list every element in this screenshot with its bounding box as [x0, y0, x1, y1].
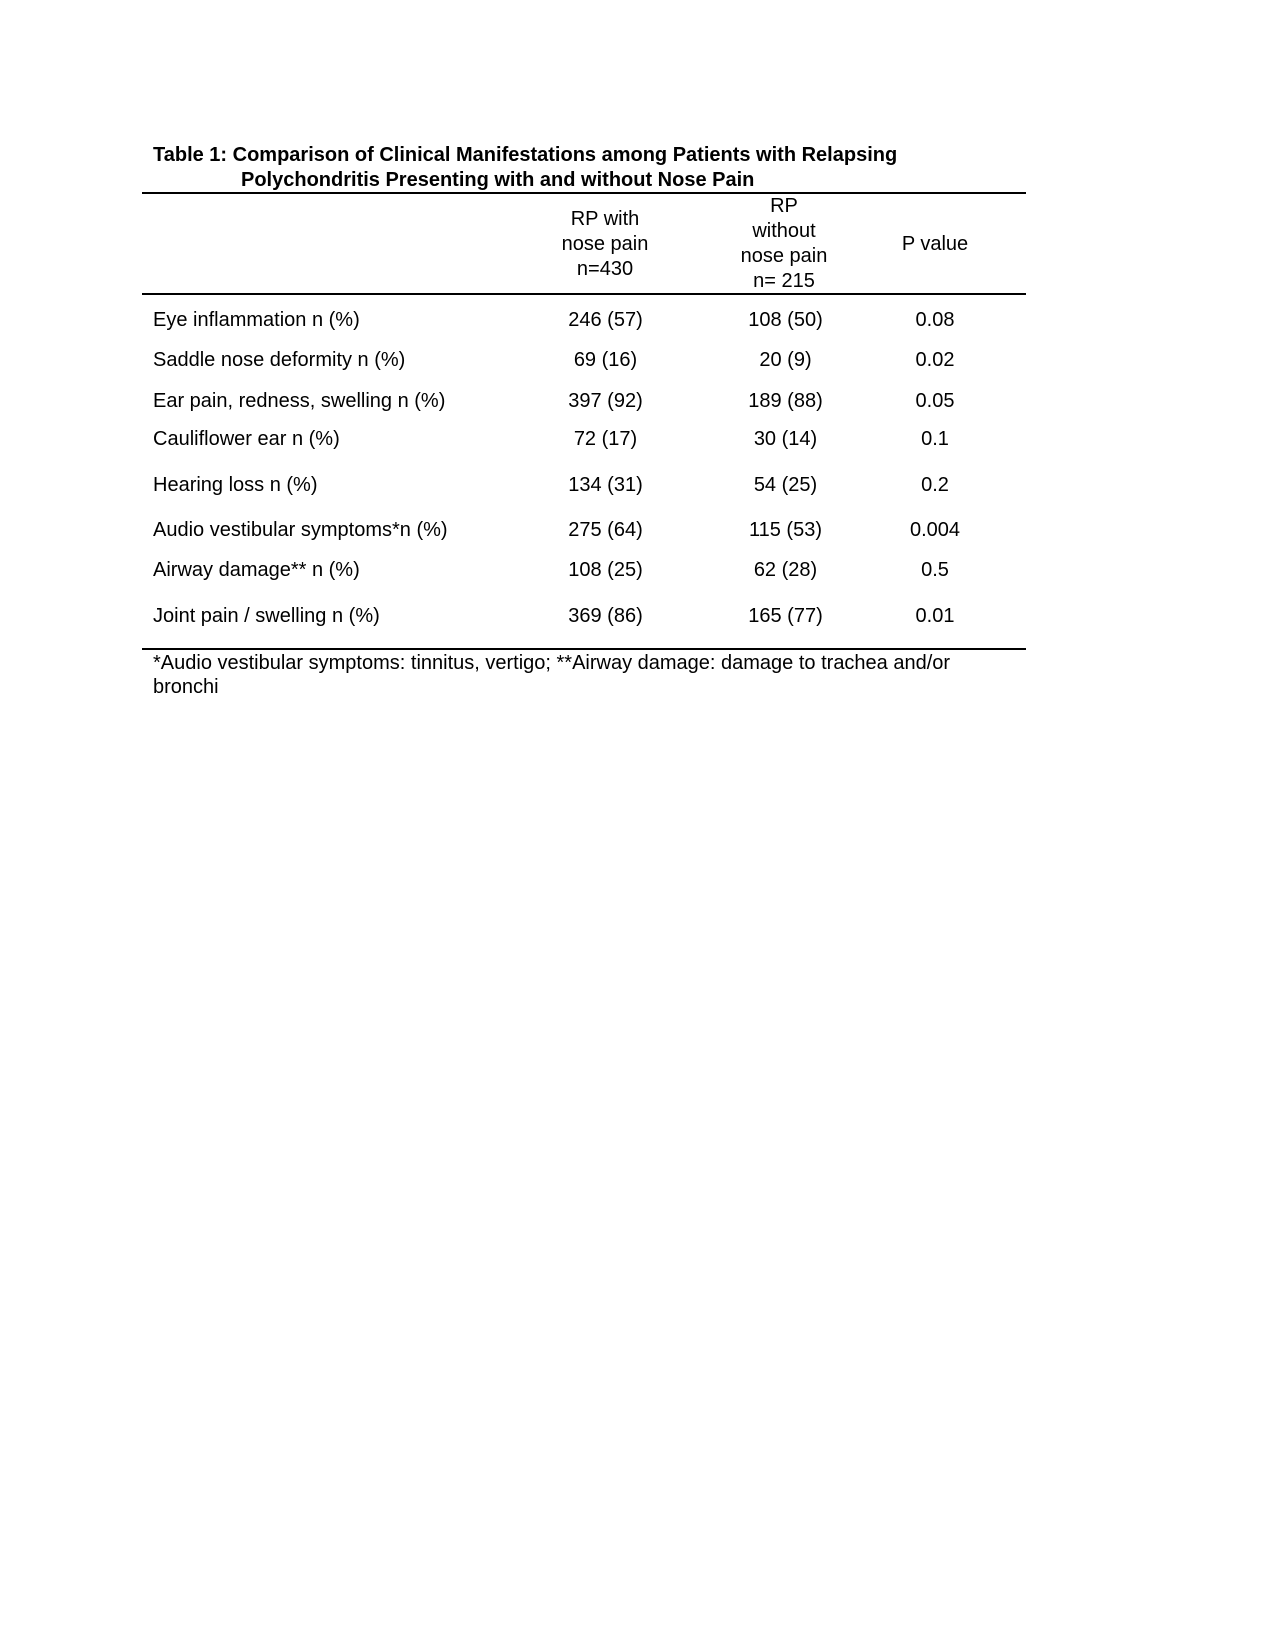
table-row [153, 305, 1023, 335]
cell-with-nose-pain: 369 (86) [568, 605, 643, 627]
cell-p-value: 0.1 [921, 428, 949, 450]
top-rule [142, 192, 1026, 194]
header-line: RP with [570, 208, 640, 230]
row-label: Cauliflower ear n (%) [153, 428, 340, 450]
cell-with-nose-pain: 397 (92) [568, 390, 643, 412]
cell-without-nose-pain: 115 (53) [748, 519, 822, 541]
table-row [153, 515, 1023, 545]
cell-without-nose-pain: 108 (50) [748, 309, 823, 331]
cell-with-nose-pain: 134 (31) [568, 474, 643, 496]
table-row [153, 555, 1023, 585]
table-row [153, 424, 1023, 454]
row-label: Audio vestibular symptoms*n (%) [153, 519, 448, 541]
header-rp-without-nose-pain [709, 194, 859, 294]
table-row [153, 601, 1023, 631]
row-label: Ear pain, redness, swelling n (%) [153, 390, 446, 412]
row-label: Saddle nose deformity n (%) [153, 349, 406, 371]
header-line: n= 215 [753, 270, 815, 292]
header-rp-with-nose-pain [530, 207, 680, 282]
row-label: Eye inflammation n (%) [153, 309, 360, 331]
cell-p-value: 0.2 [921, 474, 949, 496]
header-line: without [752, 220, 816, 242]
bottom-rule [142, 648, 1026, 650]
header-line: nose pain [561, 233, 649, 255]
cell-with-nose-pain: 69 (16) [573, 349, 638, 371]
table-row [153, 470, 1023, 500]
cell-p-value: 0.004 [909, 519, 961, 541]
header-line: nose pain [740, 245, 828, 267]
header-line: P value [901, 233, 969, 255]
cell-with-nose-pain: 275 (64) [568, 519, 643, 541]
table-title [153, 143, 897, 193]
table-title-line-2: Polychondritis Presenting with and without Nose Pain [241, 169, 755, 191]
row-label: Airway damage** n (%) [153, 559, 360, 581]
cell-without-nose-pain: 54 (25) [753, 474, 818, 496]
row-label: Joint pain / swelling n (%) [153, 605, 380, 627]
table-row [153, 386, 1023, 416]
cell-without-nose-pain: 20 (9) [759, 349, 812, 371]
table-title-line-1: Table 1: Comparison of Clinical Manifestations among Patients with Relapsing [153, 144, 898, 166]
table-row [153, 345, 1023, 375]
cell-without-nose-pain: 62 (28) [753, 559, 818, 581]
header-rule [142, 293, 1026, 295]
header-line: n=430 [576, 258, 634, 280]
cell-p-value: 0.5 [921, 559, 949, 581]
cell-p-value: 0.02 [915, 349, 955, 371]
cell-without-nose-pain: 30 (14) [753, 428, 818, 450]
cell-p-value: 0.08 [915, 309, 955, 331]
cell-with-nose-pain: 246 (57) [568, 309, 643, 331]
cell-p-value: 0.01 [915, 605, 955, 627]
cell-with-nose-pain: 108 (25) [568, 559, 643, 581]
header-p-value [865, 232, 1005, 257]
cell-p-value: 0.05 [915, 390, 955, 412]
table-footnote: *Audio vestibular symptoms: tinnitus, vertigo; **Airway damage: damage to trachea and/or bronchi [153, 652, 951, 698]
header-line: RP [770, 195, 798, 217]
cell-with-nose-pain: 72 (17) [573, 428, 638, 450]
row-label: Hearing loss n (%) [153, 474, 318, 496]
cell-without-nose-pain: 189 (88) [748, 390, 823, 412]
cell-without-nose-pain: 165 (77) [748, 605, 823, 627]
